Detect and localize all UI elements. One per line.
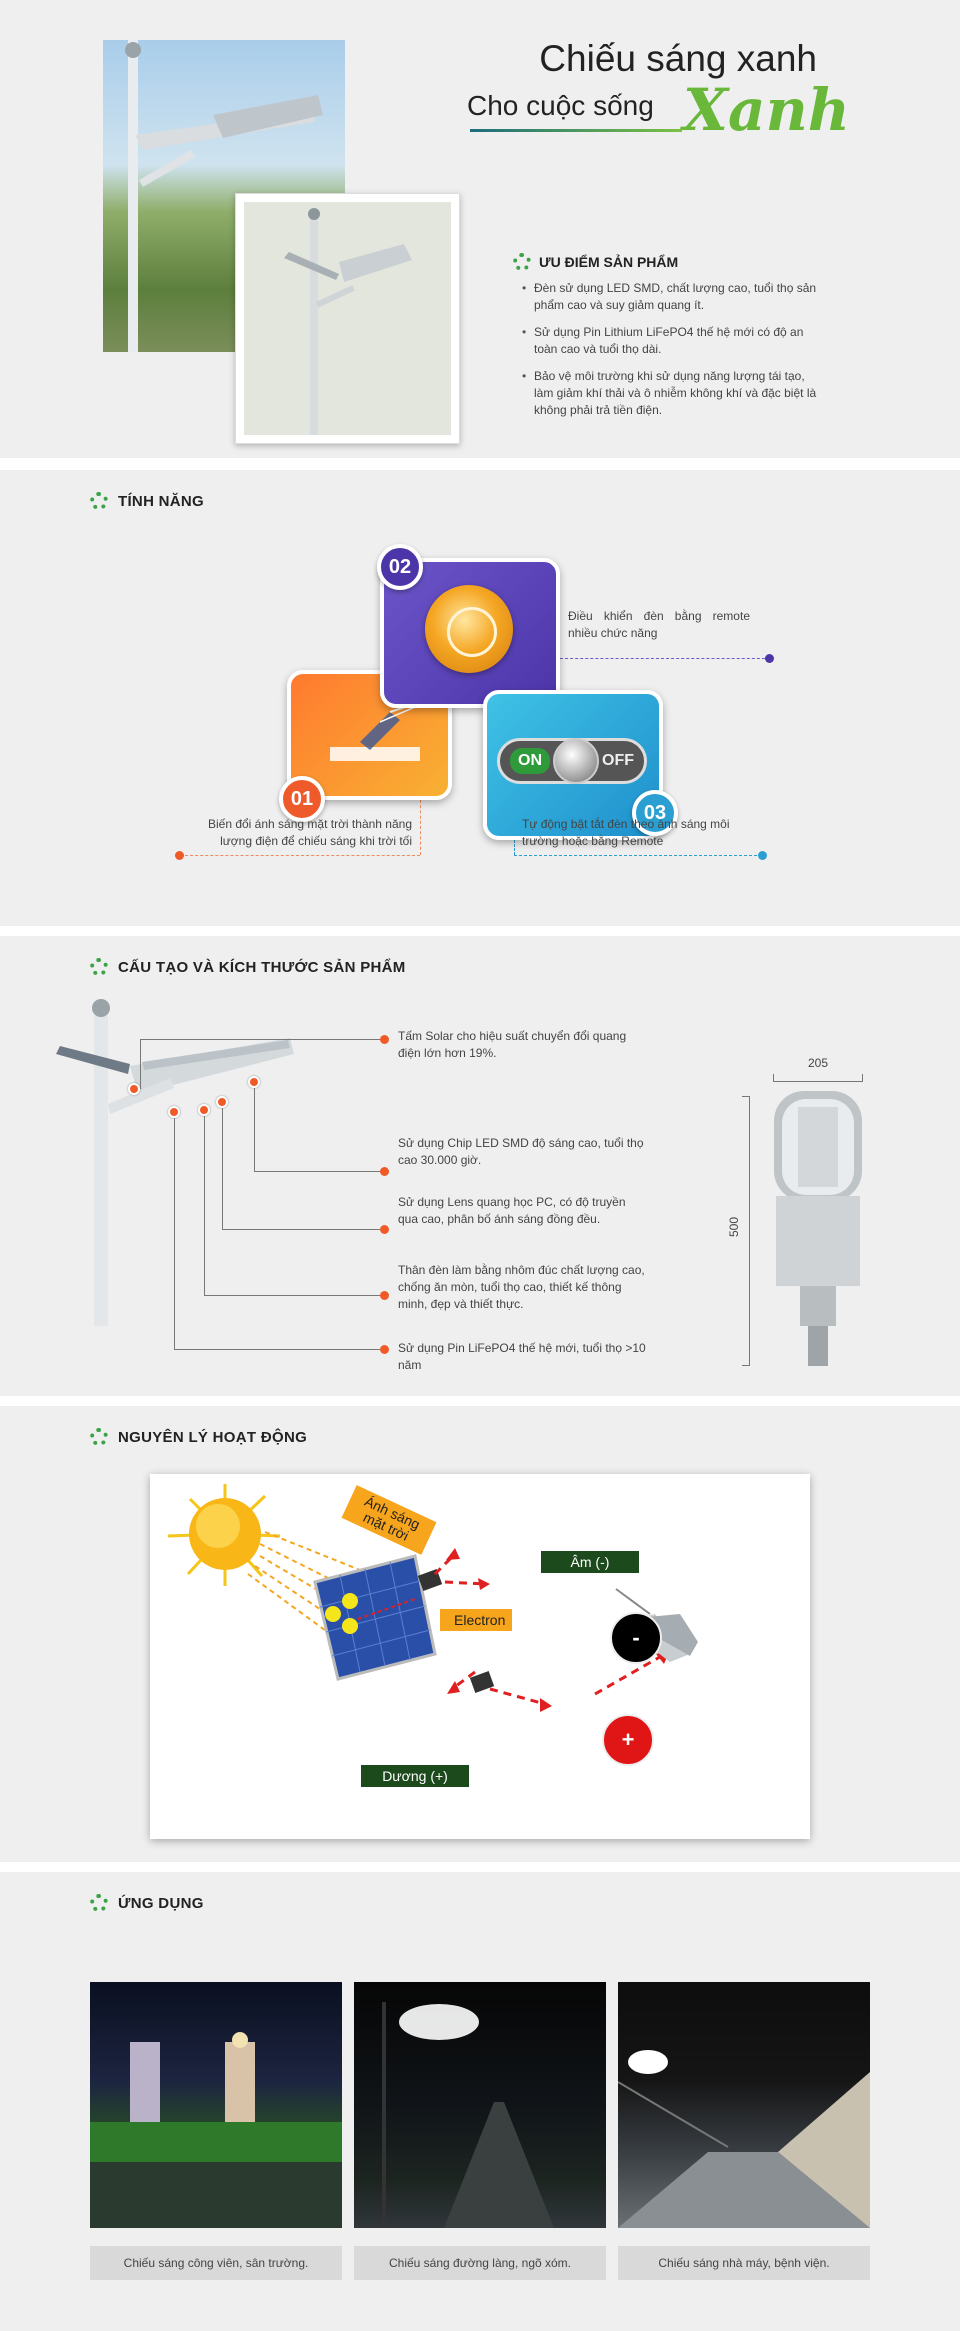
switch-knob <box>553 738 599 784</box>
application-caption-park: Chiếu sáng công viên, sân trường. <box>90 2246 342 2280</box>
spec-bullet <box>380 1345 389 1354</box>
feature-text-03: Tự động bật tắt đèn theo ánh sáng môi trường hoặc bằng Remote <box>522 817 730 848</box>
principle-section <box>0 1406 960 1862</box>
spec-led: Sử dụng Chip LED SMD độ sáng cao, tuổi thọ cao 30.000 giờ. <box>398 1136 644 1167</box>
spec-lens: Sử dụng Lens quang học PC, có độ truyền qua cao, phân bố ánh sáng đồng đều. <box>398 1195 626 1226</box>
feature-text-01: Biến đổi ánh sáng mặt trời thành năng lượng điện để chiếu sáng khi trời tối <box>207 817 412 848</box>
application-photo-park <box>90 1982 342 2228</box>
headline-line-2: Cho cuộc sống <box>467 90 654 121</box>
road-night-illustration <box>354 1982 606 2228</box>
spec-bullet <box>380 1291 389 1300</box>
spec-bullet <box>380 1035 389 1044</box>
advantages-title-text: ƯU ĐIỂM SẢN PHẨM <box>539 254 679 270</box>
working-principle-diagram <box>150 1474 810 1839</box>
callout-marker-lens <box>216 1096 228 1108</box>
gear-icon <box>90 1428 108 1446</box>
dimension-width: 205 <box>808 1056 829 1070</box>
callout-marker-battery <box>168 1106 180 1118</box>
spec-bullet <box>380 1225 389 1234</box>
connector-03-h <box>514 855 762 856</box>
product-front-view <box>770 1091 866 1371</box>
leader-line-battery <box>174 1118 380 1350</box>
park-night-illustration <box>90 1982 342 2228</box>
positive-node: + <box>602 1714 654 1766</box>
application-photo-village-road <box>354 1982 606 2228</box>
headline-accent-xanh: Xanh <box>683 76 850 144</box>
connector-03-dot <box>758 851 767 860</box>
feature-badge-03: 03 <box>632 790 678 836</box>
connector-01-h <box>180 855 420 856</box>
on-off-switch <box>497 738 647 784</box>
list-item: • Sử dụng Pin Lithium LiFePO4 thế hệ mới có độ an toàn cao và tuổi thọ dài. <box>522 324 822 358</box>
features-section <box>0 470 960 926</box>
dimension-height: 500 <box>727 1216 742 1238</box>
spec-body: Thân đèn làm bằng nhôm đúc chất lượng cao, chống ăn mòn, tuổi thọ cao, thiết kế thông minh, đẹp và thiết thực. <box>398 1263 645 1311</box>
principle-illustration <box>150 1474 810 1839</box>
structure-title-text: CẤU TẠO VÀ KÍCH THƯỚC SẢN PHẨM <box>118 958 406 976</box>
negative-node: - <box>610 1612 662 1664</box>
hero-photo-product <box>235 193 460 444</box>
spec-solar: Tấm Solar cho hiệu suất chuyển đổi quang điện lớn hơn 19%. <box>398 1029 627 1060</box>
width-dimension-line <box>773 1074 863 1082</box>
features-title <box>90 492 204 510</box>
connector-01-dot <box>175 851 184 860</box>
electron-label: Electron <box>440 1609 512 1631</box>
gear-icon <box>90 492 108 510</box>
structure-section <box>0 936 960 1396</box>
advantages-title <box>513 253 678 271</box>
list-item: • Bảo vệ môi trường khi sử dụng năng lượng tái tạo, làm giảm khí thải và ô nhiễm không khí và đặc biệt là không phải trả tiền điện. <box>522 368 822 419</box>
sunlight-label: Ánh sáng mặt trời <box>342 1485 437 1555</box>
gear-icon <box>90 958 108 976</box>
connector-02-dot <box>765 654 774 663</box>
application-caption-factory: Chiếu sáng nhà máy, bệnh viện. <box>618 2246 870 2280</box>
feature-badge-01: 01 <box>279 776 325 822</box>
switch-on-label: ON <box>510 748 550 774</box>
switch-off-label: OFF <box>602 752 634 769</box>
headline-underline <box>470 129 682 132</box>
applications-title-text: ỨNG DỤNG <box>118 1894 204 1912</box>
structure-title <box>90 958 406 976</box>
product-light-illustration <box>244 202 451 435</box>
positive-terminal-label: Dương (+) <box>360 1764 470 1788</box>
principle-title-text: NGUYÊN LÝ HOẠT ĐỘNG <box>118 1428 308 1446</box>
principle-title <box>90 1428 307 1446</box>
list-item: • Đèn sử dụng LED SMD, chất lượng cao, tuổi thọ sản phẩm cao và suy giảm quang ít. <box>522 280 822 314</box>
feature-text-02: Điều khiển đèn bằng remote nhiều chức năng <box>568 609 750 640</box>
hero-section <box>0 0 960 458</box>
spec-battery: Sử dụng Pin LiFePO4 thế hệ mới, tuổi thọ >10 năm <box>398 1341 646 1372</box>
connector-03-v <box>514 840 515 855</box>
negative-terminal-label: Âm (-) <box>540 1550 640 1574</box>
headline-line-1: Chiếu sáng xanh <box>539 38 817 79</box>
connector-02 <box>560 658 770 659</box>
height-dimension-line <box>742 1096 750 1366</box>
leader-line-solar <box>140 1039 380 1089</box>
gear-icon <box>90 1894 108 1912</box>
advantages-list <box>522 280 822 429</box>
applications-section <box>0 1872 960 2331</box>
solar-panel-icon <box>320 702 430 767</box>
feature-badge-02: 02 <box>377 544 423 590</box>
remote-control-icon <box>425 585 513 673</box>
application-photo-factory <box>618 1982 870 2228</box>
factory-night-illustration <box>618 1982 870 2228</box>
applications-title <box>90 1894 204 1912</box>
callout-marker-solar <box>128 1083 140 1095</box>
spec-bullet <box>380 1167 389 1176</box>
features-title-text: TÍNH NĂNG <box>118 492 205 510</box>
gear-icon <box>513 253 531 271</box>
application-caption-village-road: Chiếu sáng đường làng, ngõ xóm. <box>354 2246 606 2280</box>
callout-marker-body <box>198 1104 210 1116</box>
connector-01-v <box>420 800 421 855</box>
